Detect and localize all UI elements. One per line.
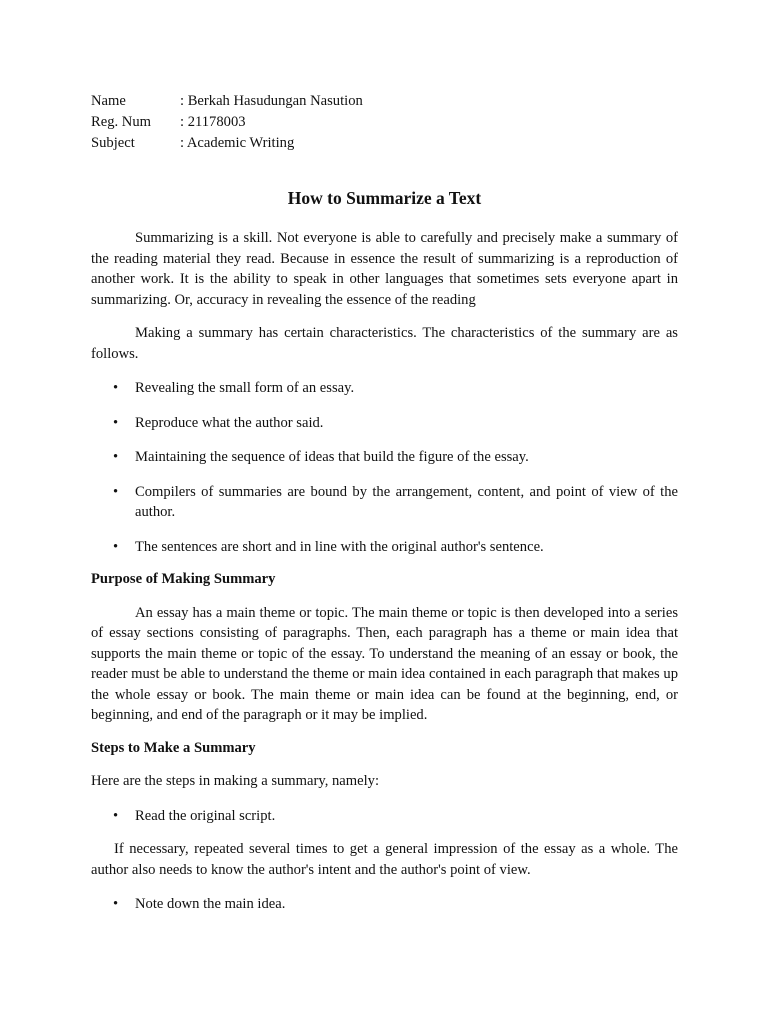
list-item-text: Reproduce what the author said. [135, 414, 324, 431]
list-item-text: The sentences are short and in line with the original author's sentence. [135, 538, 544, 555]
list-item [91, 537, 678, 558]
list-item-text: Read the original script. [135, 807, 276, 824]
list-item [91, 482, 678, 523]
intro-paragraph: Summarizing is a skill. Not everyone is able to carefully and precisely make a summary of the reading material they read. Because in essence the result of summarizing is a reproduction of another work. It is the ability to speak in other languages that sometimes sets everyone apart in summarizing. Or, accuracy in revealing the essence of the reading [91, 230, 678, 308]
reg-label: Reg. Num [91, 114, 151, 130]
steps-list-1 [91, 806, 678, 827]
bullet-icon: • [113, 380, 119, 396]
reg-row [91, 112, 363, 133]
list-item-text: Compilers of summaries are bound by the arrangement, content, and point of view of the author. [135, 483, 678, 520]
characteristics-list [91, 378, 678, 557]
purpose-heading: Purpose of Making Summary [91, 571, 276, 587]
list-item [91, 378, 678, 399]
document-page [91, 91, 678, 915]
list-item [91, 413, 678, 434]
steps-intro: Here are the steps in making a summary, namely: [91, 773, 379, 789]
list-item [91, 447, 678, 468]
steps-list-2 [91, 894, 678, 915]
list-item [91, 894, 678, 915]
list-item [91, 806, 678, 827]
document-title: How to Summarize a Text [287, 188, 482, 208]
bullet-icon: • [113, 538, 119, 555]
bullet-icon: • [113, 449, 119, 465]
name-row [91, 91, 363, 112]
subject-label: Subject [91, 135, 135, 151]
list-item-text: Maintaining the sequence of ideas that build the figure of the essay. [135, 449, 529, 465]
characteristics-intro: Making a summary has certain characteristics. The characteristics of the summary are as follows. [91, 325, 678, 362]
bullet-icon: • [113, 483, 119, 500]
bullet-icon: • [113, 414, 119, 431]
steps-heading: Steps to Make a Summary [91, 739, 256, 756]
subject-row [91, 133, 363, 154]
step1-detail: If necessary, repeated several times to get a general impression of the essay as a whole. The author also needs to know the author's intent and the author's point of view. [91, 841, 678, 878]
purpose-paragraph: An essay has a main theme or topic. The main theme or topic is then developed into a series of essay sections consisting of paragraphs. Then, each paragraph has a theme or main idea that supports the main theme or topic of the essay. To understand the meaning of an essay or book, the reader must be able to understand the theme or main idea contained in each paragraph that makes up the whole essay or book. The main theme or main idea can be found at the beginning, end, or beginning, and end of the paragraph or it may be implied. [91, 604, 678, 723]
name-value: : Berkah Hasudungan Nasution [180, 93, 363, 109]
list-item-text: Revealing the small form of an essay. [135, 380, 355, 396]
bullet-icon: • [113, 896, 119, 912]
subject-value: : Academic Writing [180, 135, 295, 151]
bullet-icon: • [113, 807, 119, 824]
header-info [91, 91, 363, 154]
name-label: Name [91, 93, 126, 109]
reg-value: : 21178003 [180, 114, 246, 130]
list-item-text: Note down the main idea. [135, 896, 286, 912]
